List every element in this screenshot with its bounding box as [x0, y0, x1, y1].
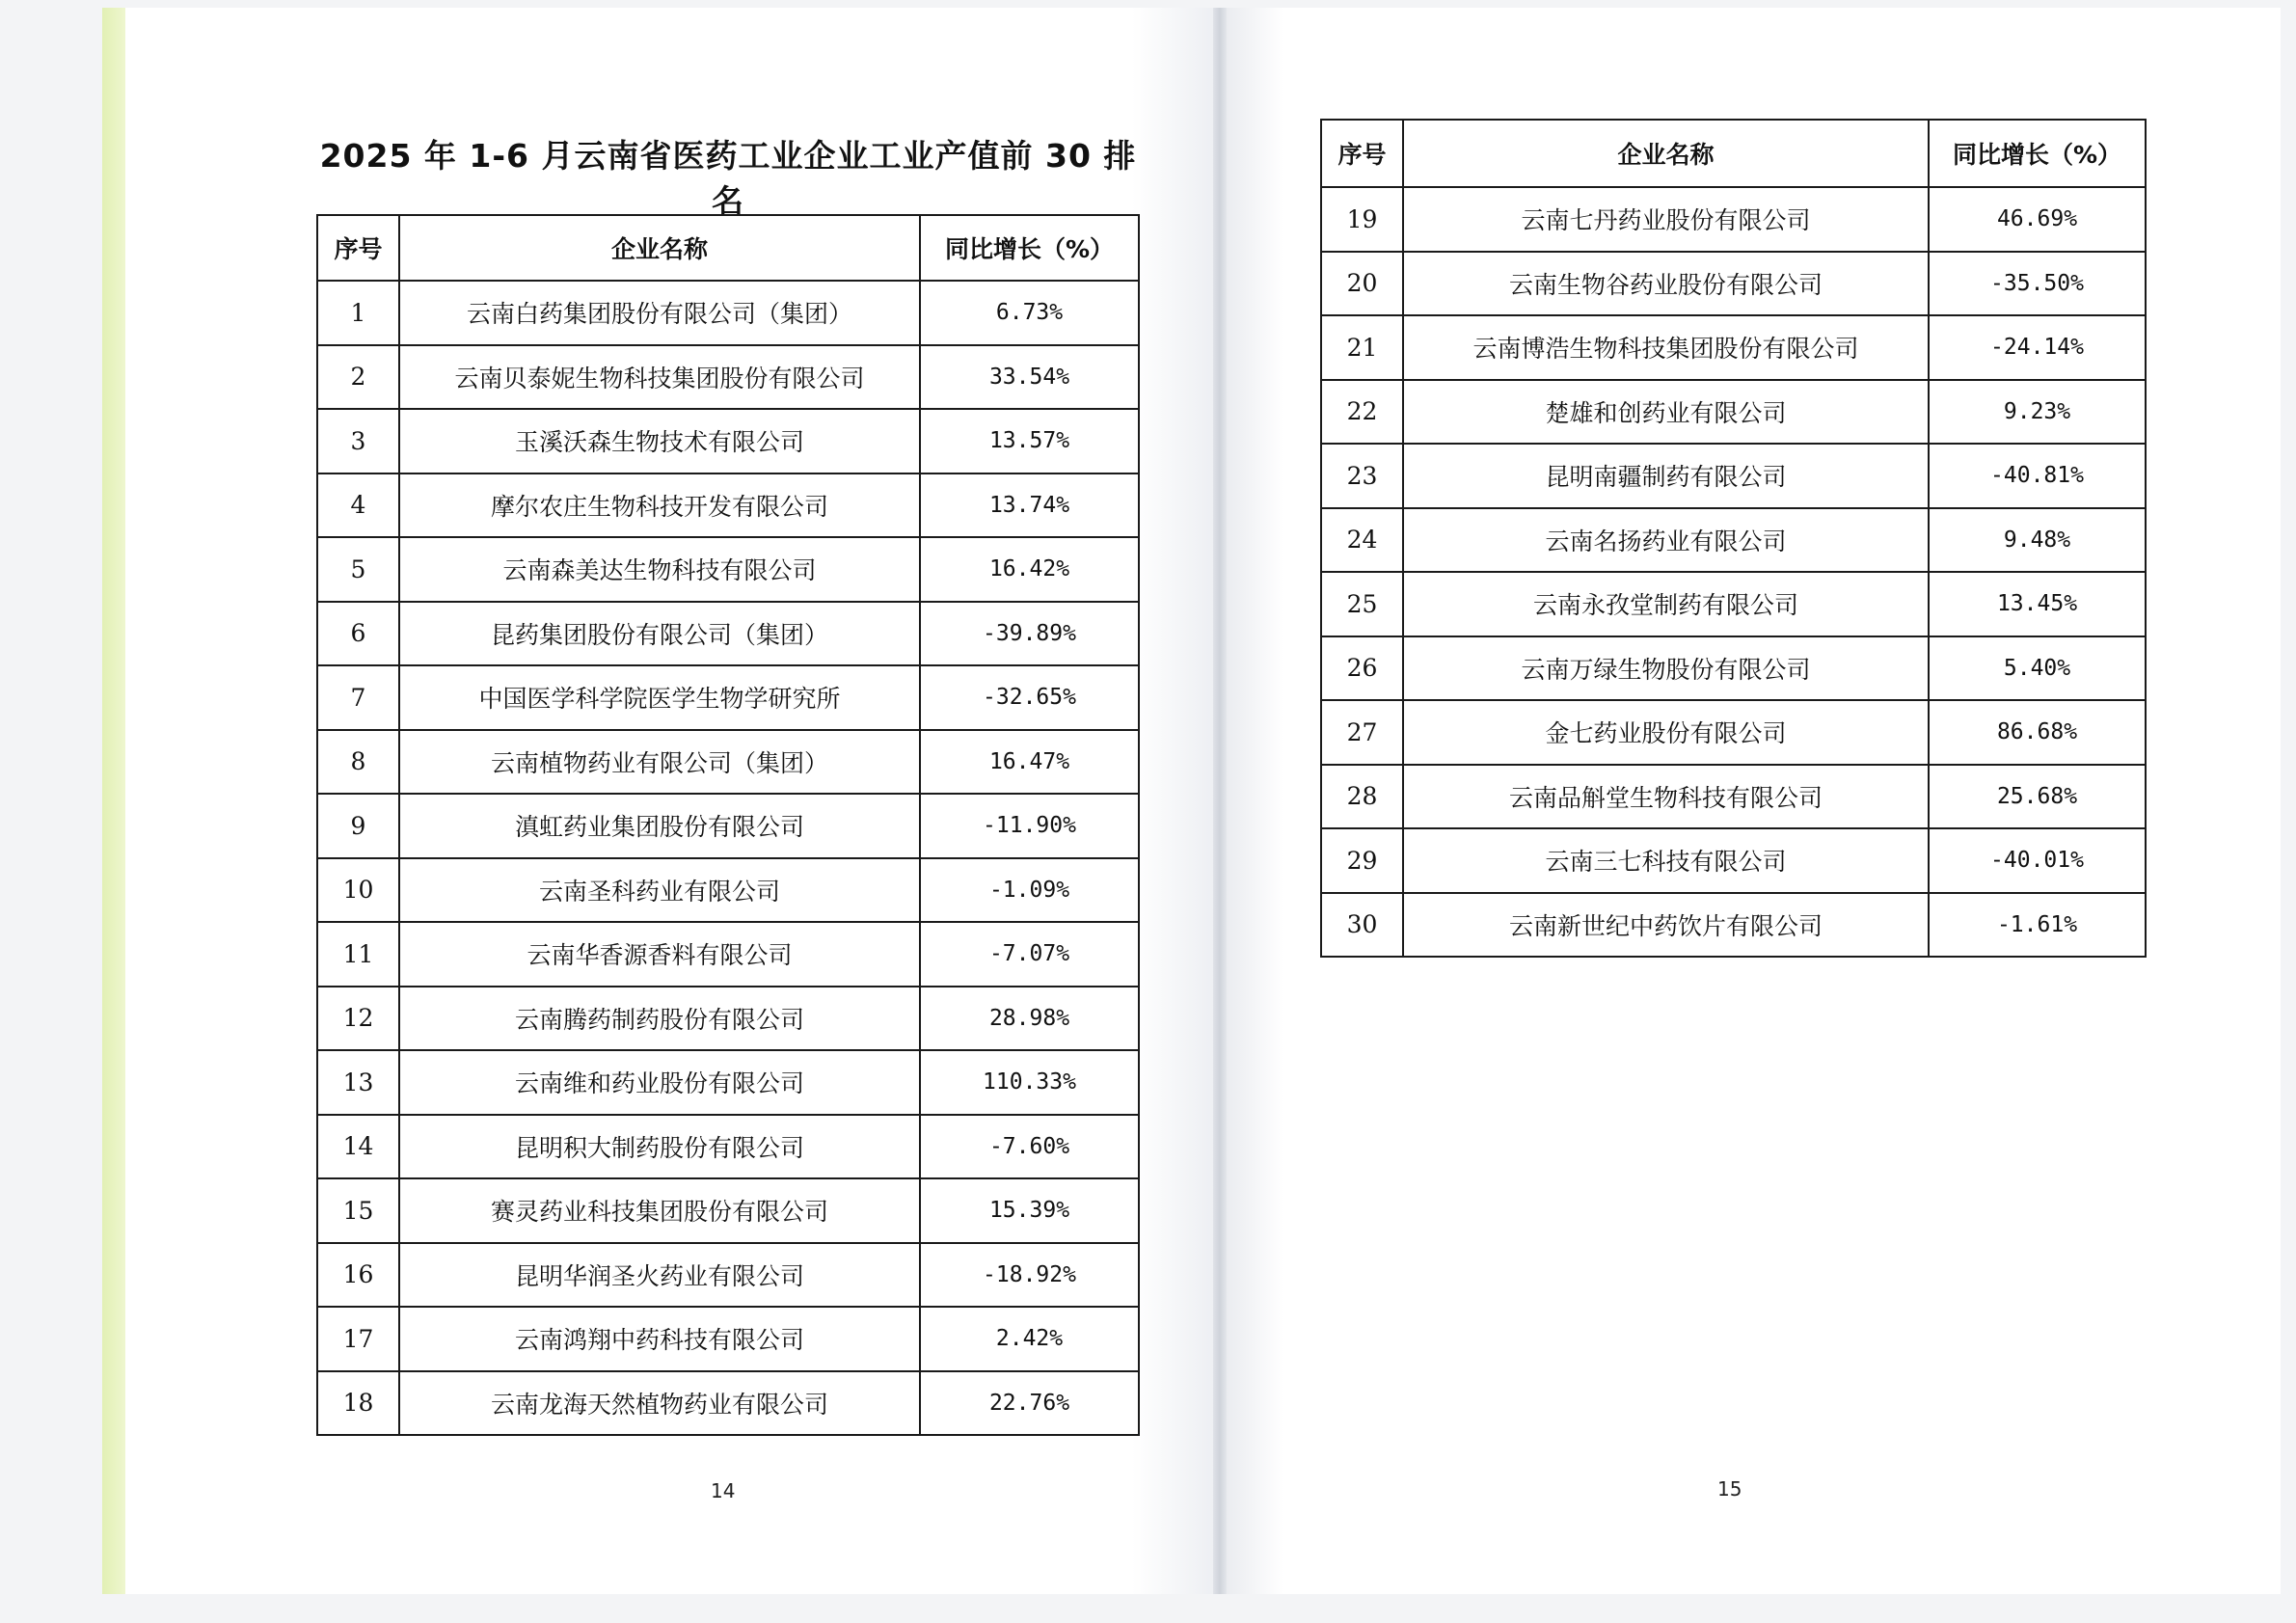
rank-cell: 21	[1321, 315, 1403, 380]
rank-cell: 17	[317, 1307, 399, 1371]
growth-cell: 110.33%	[920, 1050, 1139, 1115]
table-row	[317, 1050, 1139, 1115]
company-name-cell: 云南新世纪中药饮片有限公司	[1403, 893, 1929, 958]
rank-cell: 28	[1321, 765, 1403, 829]
company-name-cell: 云南七丹药业股份有限公司	[1403, 187, 1929, 252]
table-row	[317, 345, 1139, 410]
company-name-cell: 云南鸿翔中药科技有限公司	[399, 1307, 920, 1371]
company-name-cell: 云南维和药业股份有限公司	[399, 1050, 920, 1115]
page-number-right: 15	[1717, 1477, 1742, 1501]
rank-cell: 30	[1321, 893, 1403, 958]
table-row	[317, 537, 1139, 602]
rank-cell: 13	[317, 1050, 399, 1115]
company-name-cell: 玉溪沃森生物技术有限公司	[399, 409, 920, 473]
company-name-cell: 云南博浩生物科技集团股份有限公司	[1403, 315, 1929, 380]
rank-cell: 10	[317, 858, 399, 923]
rank-cell: 9	[317, 794, 399, 858]
company-name-cell: 云南圣科药业有限公司	[399, 858, 920, 923]
growth-cell: 33.54%	[920, 345, 1139, 410]
rank-cell: 8	[317, 730, 399, 795]
table-row	[317, 409, 1139, 473]
header-rank: 序号	[317, 215, 399, 281]
rank-cell: 1	[317, 281, 399, 345]
header-growth: 同比增长（%）	[920, 215, 1139, 281]
company-name-cell: 云南腾药制药股份有限公司	[399, 987, 920, 1051]
growth-cell: -40.01%	[1929, 828, 2146, 893]
growth-cell: -7.60%	[920, 1115, 1139, 1179]
rank-cell: 24	[1321, 508, 1403, 573]
rank-cell: 11	[317, 922, 399, 987]
growth-cell: 28.98%	[920, 987, 1139, 1051]
table-row	[317, 1115, 1139, 1179]
rank-cell: 29	[1321, 828, 1403, 893]
page-edge-strip	[102, 8, 125, 1594]
header-rank: 序号	[1321, 120, 1403, 187]
rank-cell: 18	[317, 1371, 399, 1436]
growth-cell: -7.07%	[920, 922, 1139, 987]
table-row	[317, 1243, 1139, 1308]
table-row	[317, 858, 1139, 923]
table-row	[1321, 380, 2146, 445]
table-row	[317, 665, 1139, 730]
company-name-cell: 云南森美达生物科技有限公司	[399, 537, 920, 602]
growth-cell: 15.39%	[920, 1178, 1139, 1243]
header-company: 企业名称	[399, 215, 920, 281]
table-row	[1321, 572, 2146, 636]
company-name-cell: 云南龙海天然植物药业有限公司	[399, 1371, 920, 1436]
growth-cell: -35.50%	[1929, 252, 2146, 316]
page-number-left: 14	[711, 1479, 736, 1502]
growth-cell: -24.14%	[1929, 315, 2146, 380]
table-row	[317, 730, 1139, 795]
rank-cell: 19	[1321, 187, 1403, 252]
growth-cell: 86.68%	[1929, 700, 2146, 765]
table-row	[317, 987, 1139, 1051]
company-name-cell: 云南植物药业有限公司（集团）	[399, 730, 920, 795]
table-row	[317, 1307, 1139, 1371]
rank-cell: 12	[317, 987, 399, 1051]
rank-cell: 14	[317, 1115, 399, 1179]
company-name-cell: 赛灵药业科技集团股份有限公司	[399, 1178, 920, 1243]
growth-cell: 2.42%	[920, 1307, 1139, 1371]
table-row	[1321, 187, 2146, 252]
table-header-row	[317, 215, 1139, 281]
growth-cell: 13.57%	[920, 409, 1139, 473]
table-row	[1321, 508, 2146, 573]
table-row	[1321, 765, 2146, 829]
rank-cell: 22	[1321, 380, 1403, 445]
table-row	[1321, 315, 2146, 380]
company-name-cell: 滇虹药业集团股份有限公司	[399, 794, 920, 858]
growth-cell: 13.74%	[920, 473, 1139, 538]
growth-cell: -11.90%	[920, 794, 1139, 858]
growth-cell: -1.09%	[920, 858, 1139, 923]
growth-cell: -1.61%	[1929, 893, 2146, 958]
company-name-cell: 云南三七科技有限公司	[1403, 828, 1929, 893]
rank-cell: 7	[317, 665, 399, 730]
table-header-row	[1321, 120, 2146, 187]
growth-cell: -32.65%	[920, 665, 1139, 730]
company-name-cell: 云南华香源香料有限公司	[399, 922, 920, 987]
company-name-cell: 云南贝泰妮生物科技集团股份有限公司	[399, 345, 920, 410]
company-name-cell: 昆药集团股份有限公司（集团）	[399, 602, 920, 666]
rank-cell: 3	[317, 409, 399, 473]
table-row	[317, 1178, 1139, 1243]
company-name-cell: 摩尔农庄生物科技开发有限公司	[399, 473, 920, 538]
table-row	[317, 602, 1139, 666]
growth-cell: 25.68%	[1929, 765, 2146, 829]
company-name-cell: 中国医学科学院医学生物学研究所	[399, 665, 920, 730]
table-row	[1321, 828, 2146, 893]
page-title: 2025 年 1-6 月云南省医药工业企业工业产值前 30 排名	[319, 137, 1137, 220]
table-row	[317, 794, 1139, 858]
growth-cell: -40.81%	[1929, 444, 2146, 508]
company-name-cell: 楚雄和创药业有限公司	[1403, 380, 1929, 445]
company-name-cell: 云南名扬药业有限公司	[1403, 508, 1929, 573]
growth-cell: -18.92%	[920, 1243, 1139, 1308]
company-name-cell: 云南品斛堂生物科技有限公司	[1403, 765, 1929, 829]
header-company: 企业名称	[1403, 120, 1929, 187]
growth-cell: 13.45%	[1929, 572, 2146, 636]
rank-cell: 20	[1321, 252, 1403, 316]
table-row	[317, 473, 1139, 538]
growth-cell: 9.48%	[1929, 508, 2146, 573]
table-row	[1321, 700, 2146, 765]
rank-cell: 16	[317, 1243, 399, 1308]
growth-cell: 16.42%	[920, 537, 1139, 602]
rank-cell: 23	[1321, 444, 1403, 508]
table-row	[317, 281, 1139, 345]
book-gutter	[1213, 8, 1227, 1594]
company-name-cell: 昆明华润圣火药业有限公司	[399, 1243, 920, 1308]
ranking-table-right	[1320, 119, 2147, 958]
rank-cell: 15	[317, 1178, 399, 1243]
company-name-cell: 云南生物谷药业股份有限公司	[1403, 252, 1929, 316]
table-row	[317, 922, 1139, 987]
growth-cell: 16.47%	[920, 730, 1139, 795]
table-row	[1321, 893, 2146, 958]
company-name-cell: 云南白药集团股份有限公司（集团）	[399, 281, 920, 345]
growth-cell: 46.69%	[1929, 187, 2146, 252]
ranking-table-left	[316, 214, 1140, 1436]
table-row	[317, 1371, 1139, 1436]
growth-cell: 5.40%	[1929, 636, 2146, 701]
rank-cell: 26	[1321, 636, 1403, 701]
company-name-cell: 云南永孜堂制药有限公司	[1403, 572, 1929, 636]
table-row	[1321, 252, 2146, 316]
rank-cell: 25	[1321, 572, 1403, 636]
rank-cell: 4	[317, 473, 399, 538]
table-row	[1321, 636, 2146, 701]
growth-cell: 9.23%	[1929, 380, 2146, 445]
rank-cell: 27	[1321, 700, 1403, 765]
company-name-cell: 昆明南疆制药有限公司	[1403, 444, 1929, 508]
rank-cell: 2	[317, 345, 399, 410]
header-growth: 同比增长（%）	[1929, 120, 2146, 187]
rank-cell: 5	[317, 537, 399, 602]
growth-cell: 22.76%	[920, 1371, 1139, 1436]
table-row	[1321, 444, 2146, 508]
rank-cell: 6	[317, 602, 399, 666]
company-name-cell: 金七药业股份有限公司	[1403, 700, 1929, 765]
growth-cell: 6.73%	[920, 281, 1139, 345]
growth-cell: -39.89%	[920, 602, 1139, 666]
company-name-cell: 云南万绿生物股份有限公司	[1403, 636, 1929, 701]
company-name-cell: 昆明积大制药股份有限公司	[399, 1115, 920, 1179]
